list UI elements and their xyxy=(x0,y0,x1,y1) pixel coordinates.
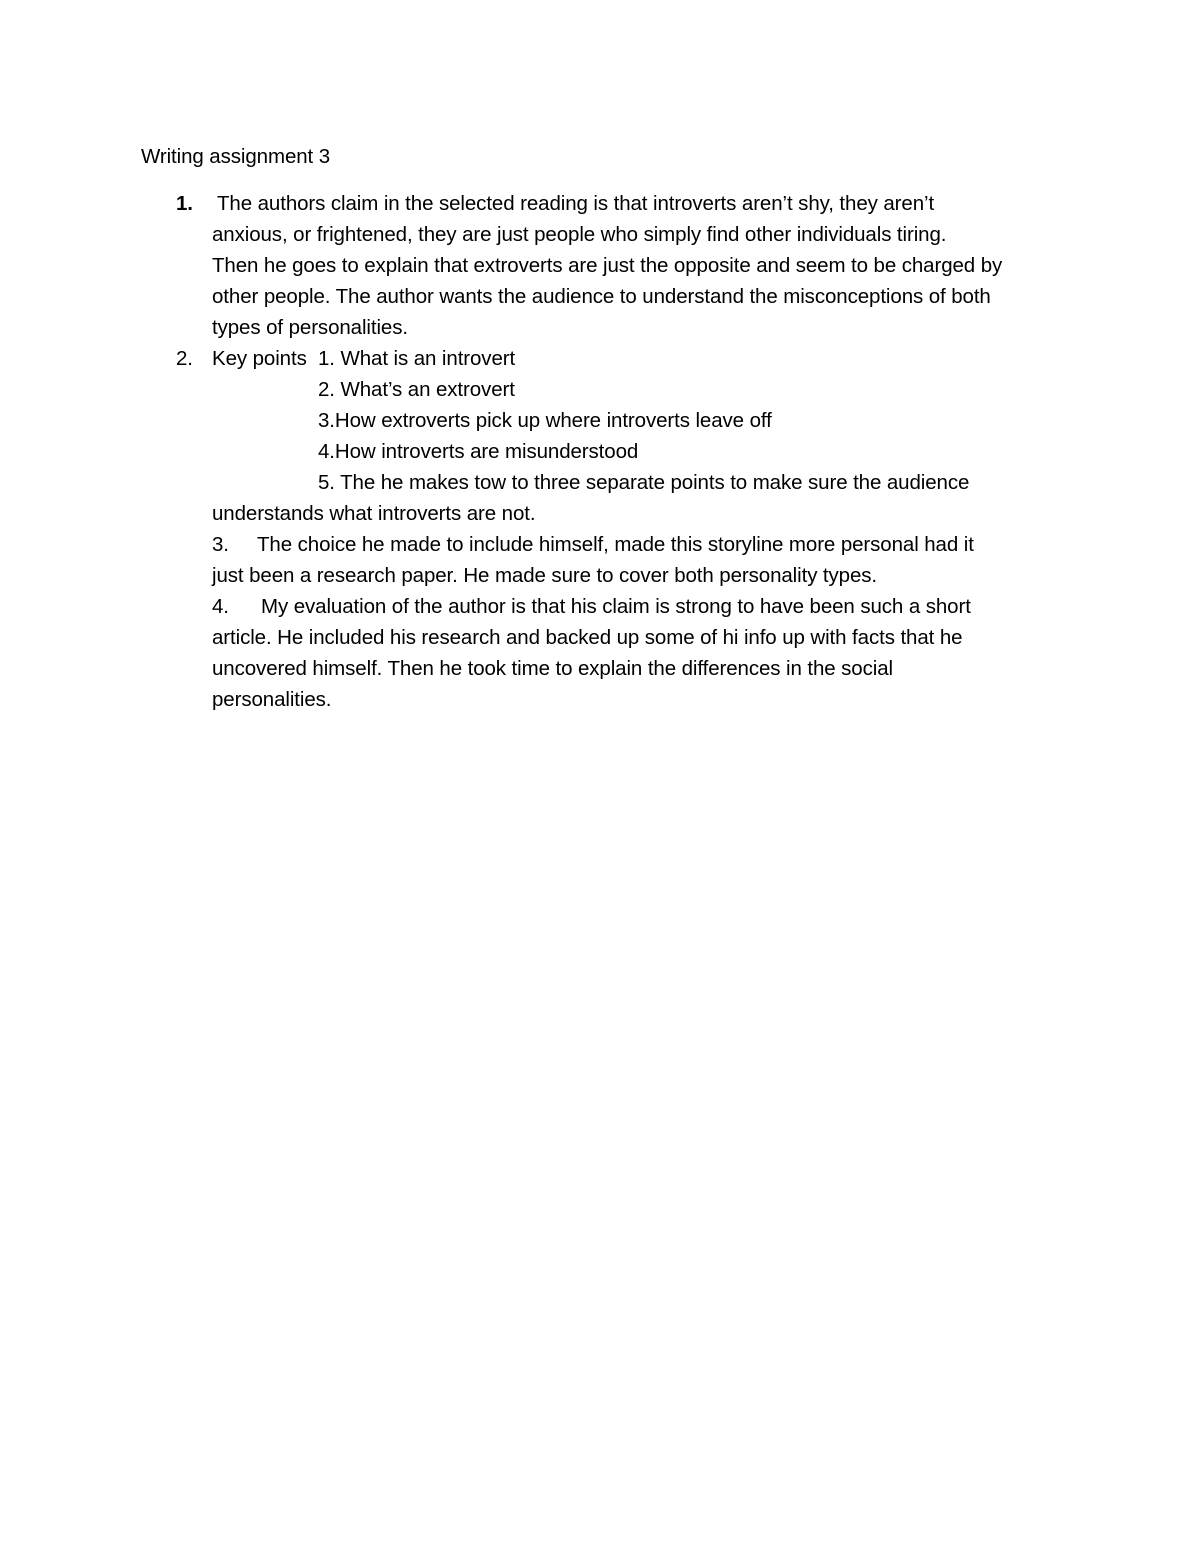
item-1-line: anxious, or frightened, they are just people who simply find other individuals tiring. xyxy=(212,223,947,246)
item-1-line: types of personalities. xyxy=(212,316,408,339)
item-2-lead: Key points xyxy=(212,347,307,370)
key-point: 1. What is an introvert xyxy=(318,347,516,370)
item-3-line: just been a research paper. He made sure to cover both personality types. xyxy=(212,564,878,587)
item-1-line: Then he goes to explain that extroverts are just the opposite and seem to be charged by xyxy=(212,254,1003,277)
item-4-line: personalities. xyxy=(212,688,332,711)
item-4-line: My evaluation of the author is that his claim is strong to have been such a short xyxy=(261,595,971,618)
key-point: 4.How introverts are misunderstood xyxy=(318,440,639,463)
item-4-line: uncovered himself. Then he took time to explain the differences in the social xyxy=(212,657,893,680)
key-point: 5. The he makes tow to three separate points to make sure the audience xyxy=(318,471,970,494)
item-1-number: 1. xyxy=(176,192,193,215)
item-1-line: The authors claim in the selected reading is that introverts aren’t shy, they aren’t xyxy=(217,192,935,215)
item-2-continuation: understands what introverts are not. xyxy=(212,502,536,525)
key-point: 2. What’s an extrovert xyxy=(318,378,515,401)
item-4-number: 4. xyxy=(212,595,229,618)
item-1-line: other people. The author wants the audience to understand the misconceptions of both xyxy=(212,285,991,308)
document-title: Writing assignment 3 xyxy=(141,145,331,168)
item-2-number: 2. xyxy=(176,347,193,370)
key-point: 3.How extroverts pick up where introverts leave off xyxy=(318,409,772,432)
item-3-number: 3. xyxy=(212,533,229,556)
item-4-line: article. He included his research and backed up some of hi info up with facts that he xyxy=(212,626,963,649)
item-3-line: The choice he made to include himself, made this storyline more personal had it xyxy=(257,533,974,556)
